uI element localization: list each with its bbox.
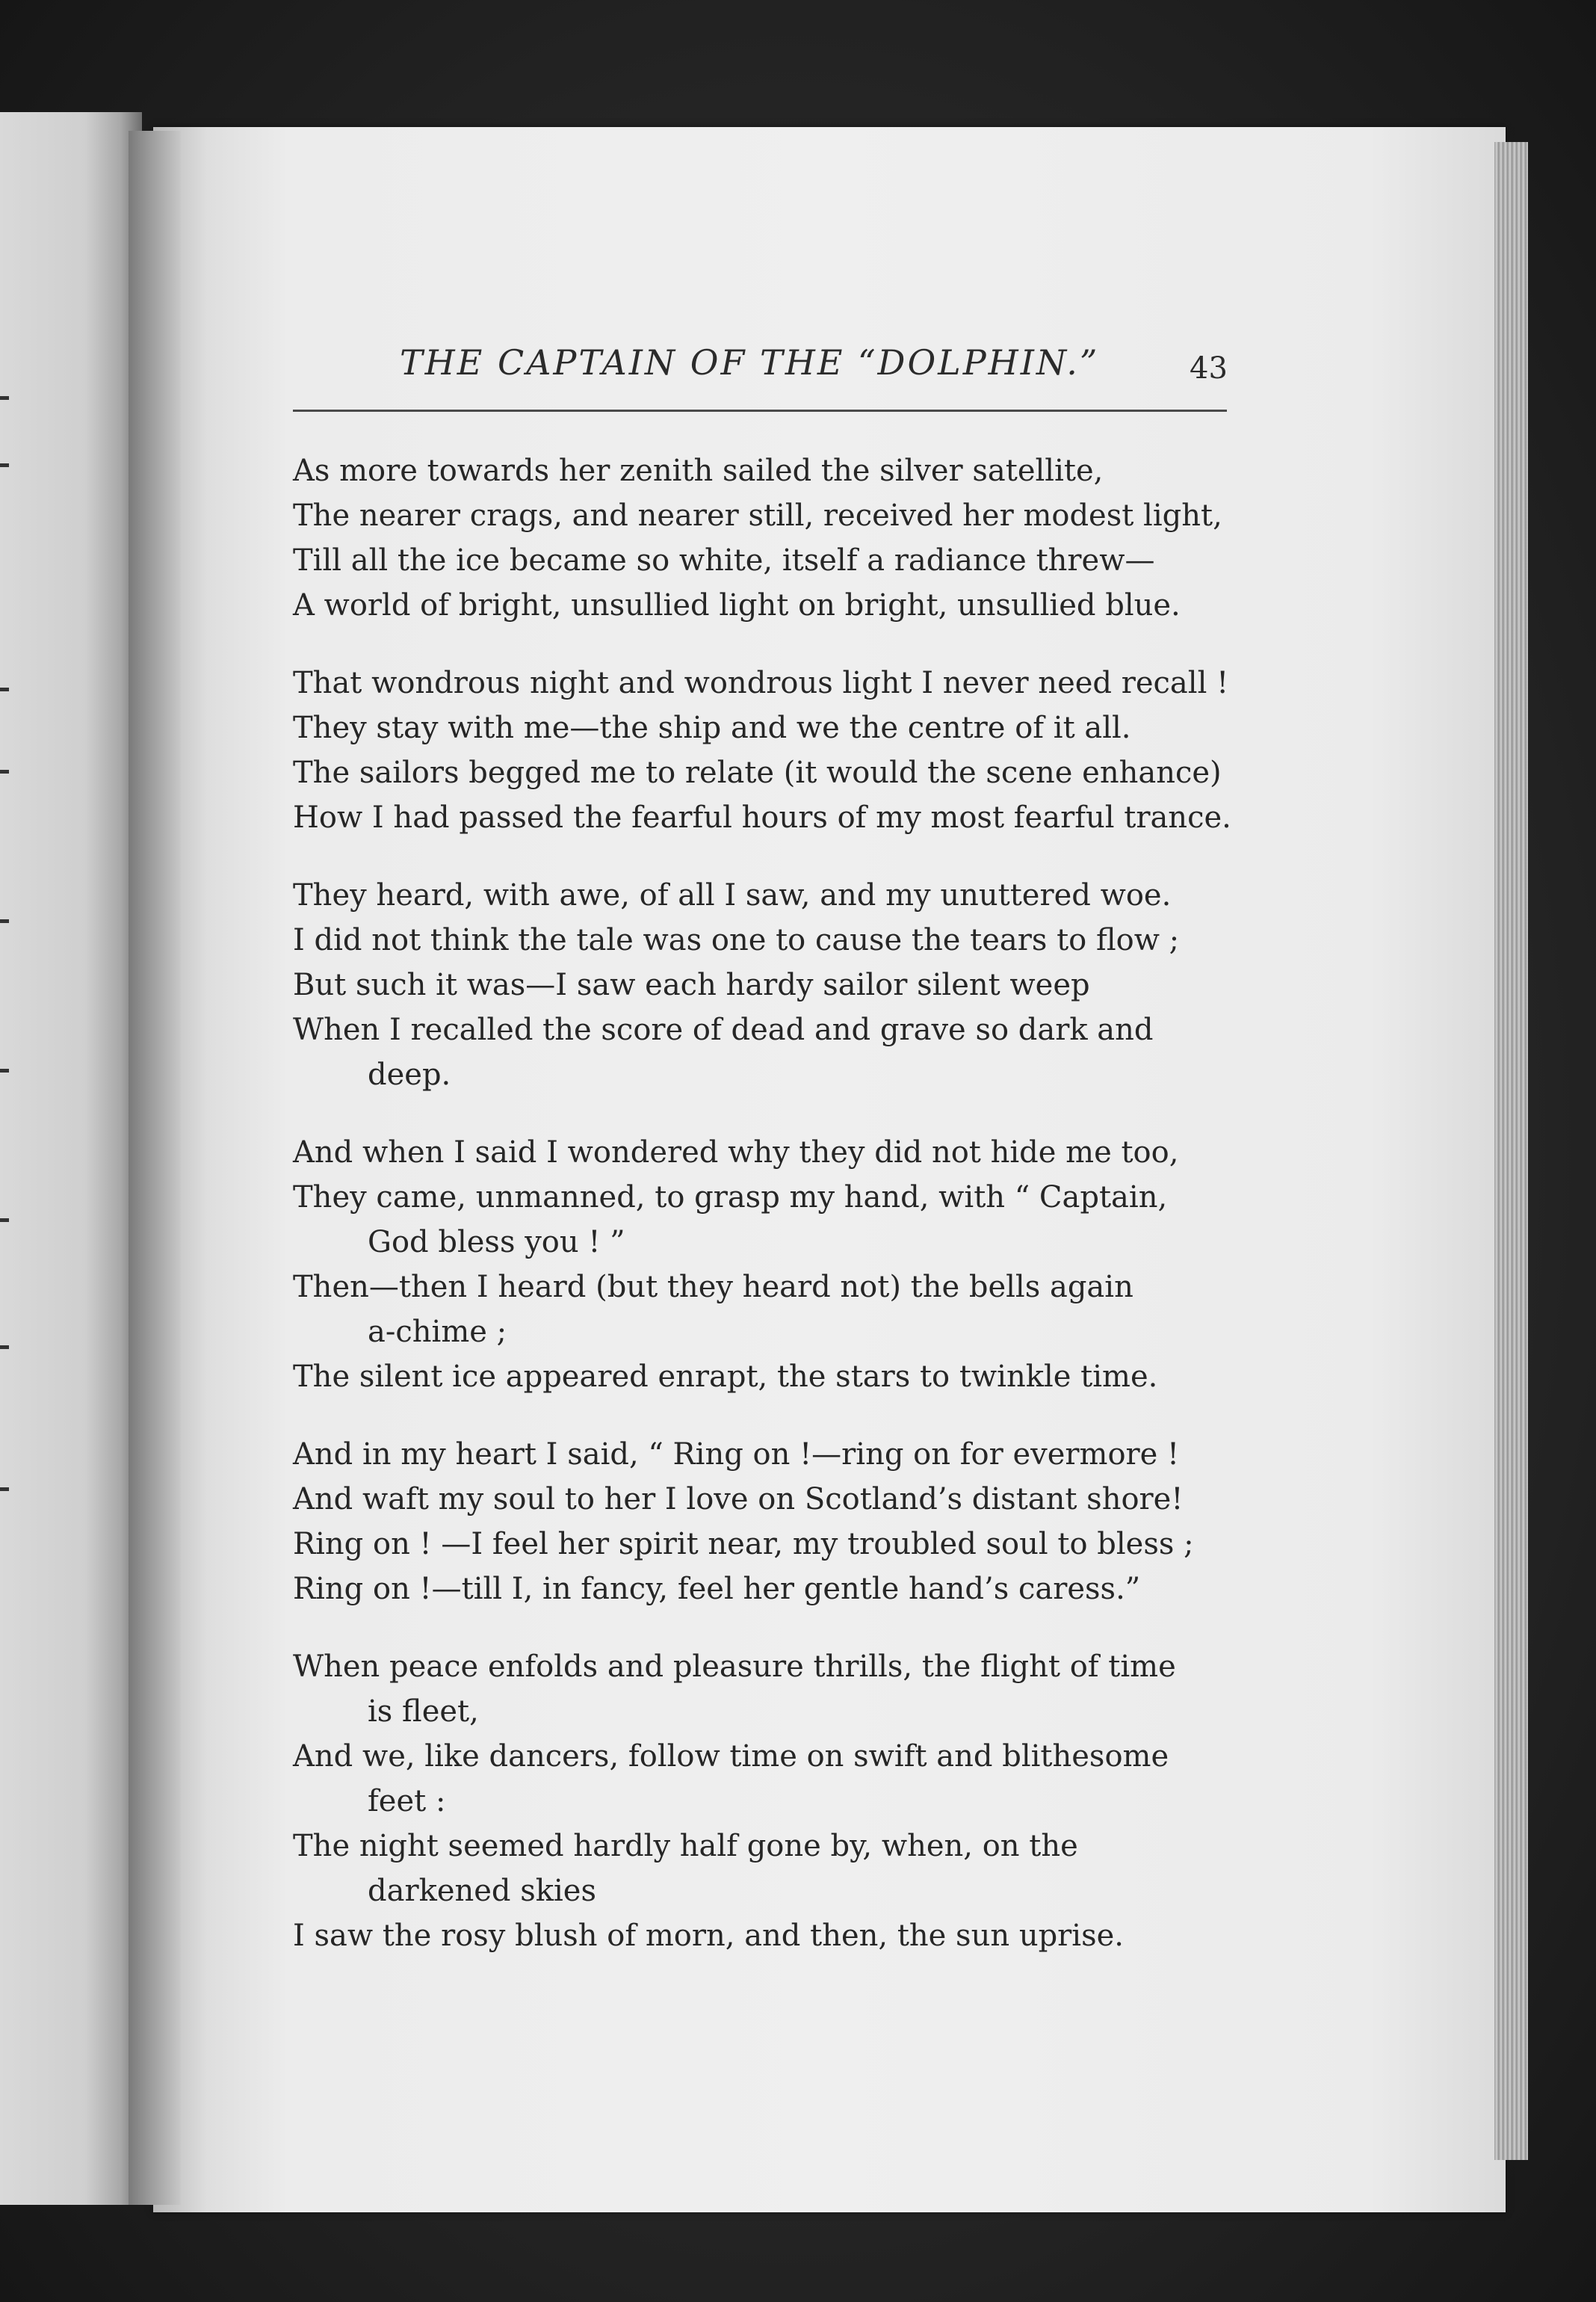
poem-line: As more towards her zenith sailed the silver satellite, [293, 454, 1104, 488]
poem-line: Then—then I heard (but they heard not) the bells again [293, 1270, 1133, 1304]
poem-line: How I had passed the fearful hours of my most fearful trance. [293, 800, 1231, 835]
poem-line-continuation: is fleet, [368, 1694, 479, 1729]
poem-line: I saw the rosy blush of morn, and then, the sun uprise. [293, 1919, 1125, 1953]
running-head-title: THE CAPTAIN OF THE “DOLPHIN.” [400, 342, 1100, 383]
poem-line: That wondrous night and wondrous light I never need recall ! [293, 666, 1229, 700]
facing-page-mark [0, 770, 9, 774]
poem-line: Till all the ice became so white, itself a radiance threw— [293, 543, 1155, 578]
stanza-3 [293, 873, 1242, 1097]
poem-line: And waft my soul to her I love on Scotland’s distant shore! [293, 1482, 1184, 1516]
poem-line-continuation: God bless you ! ” [368, 1225, 625, 1259]
poem-line-continuation: darkened skies [368, 1874, 596, 1908]
stanza-4 [293, 1130, 1242, 1399]
facing-page-mark [0, 1069, 9, 1073]
stanza-1 [293, 448, 1242, 628]
poem-line: They came, unmanned, to grasp my hand, with “ Captain, [293, 1180, 1168, 1215]
poem-line: But such it was—I saw each hardy sailor silent weep [293, 968, 1090, 1002]
facing-page-mark [0, 919, 9, 923]
poem-body [293, 448, 1242, 1991]
poem-line: The silent ice appeared enrapt, the stars to twinkle time. [293, 1360, 1158, 1394]
page-number: 43 [1190, 351, 1228, 386]
poem-line: They heard, with awe, of all I saw, and my unuttered woe. [293, 878, 1172, 913]
facing-page-mark [0, 463, 9, 467]
page-edges [1494, 142, 1528, 2160]
poem-line: And when I said I wondered why they did not hide me too, [293, 1135, 1179, 1170]
poem-line: Ring on ! —I feel her spirit near, my troubled soul to bless ; [293, 1527, 1194, 1561]
poem-line: They stay with me—the ship and we the centre of it all. [293, 711, 1131, 745]
poem-line: And in my heart I said, “ Ring on !—ring on for evermore ! [293, 1437, 1180, 1472]
facing-page-mark [0, 1218, 9, 1222]
poem-line: I did not think the tale was one to cause the tears to flow ; [293, 923, 1180, 957]
poem-line: When peace enfolds and pleasure thrills, the flight of time [293, 1650, 1176, 1684]
poem-line-continuation: a-chime ; [368, 1315, 507, 1349]
facing-page-mark [0, 1487, 9, 1491]
stanza-2 [293, 661, 1242, 840]
poem-line: The night seemed hardly half gone by, when, on the [293, 1829, 1078, 1863]
facing-page-mark [0, 396, 9, 400]
stanza-6 [293, 1644, 1242, 1958]
poem-line-continuation: feet : [368, 1784, 446, 1818]
poem-line: And we, like dancers, follow time on swift and blithesome [293, 1739, 1169, 1774]
facing-page-mark [0, 688, 9, 691]
facing-page-mark [0, 1345, 9, 1349]
header-rule [293, 410, 1227, 412]
poem-line: When I recalled the score of dead and grave so dark and [293, 1013, 1154, 1047]
poem-line: Ring on !—till I, in fancy, feel her gentle hand’s caress.” [293, 1572, 1141, 1606]
facing-page-edge [0, 112, 142, 2205]
stanza-5 [293, 1432, 1242, 1611]
poem-line-continuation: deep. [368, 1058, 451, 1092]
poem-line: A world of bright, unsullied light on bright, unsullied blue. [293, 588, 1181, 623]
poem-line: The nearer crags, and nearer still, received her modest light, [293, 499, 1222, 533]
poem-line: The sailors begged me to relate (it would the scene enhance) [293, 756, 1222, 790]
gutter-shadow [129, 131, 181, 2205]
